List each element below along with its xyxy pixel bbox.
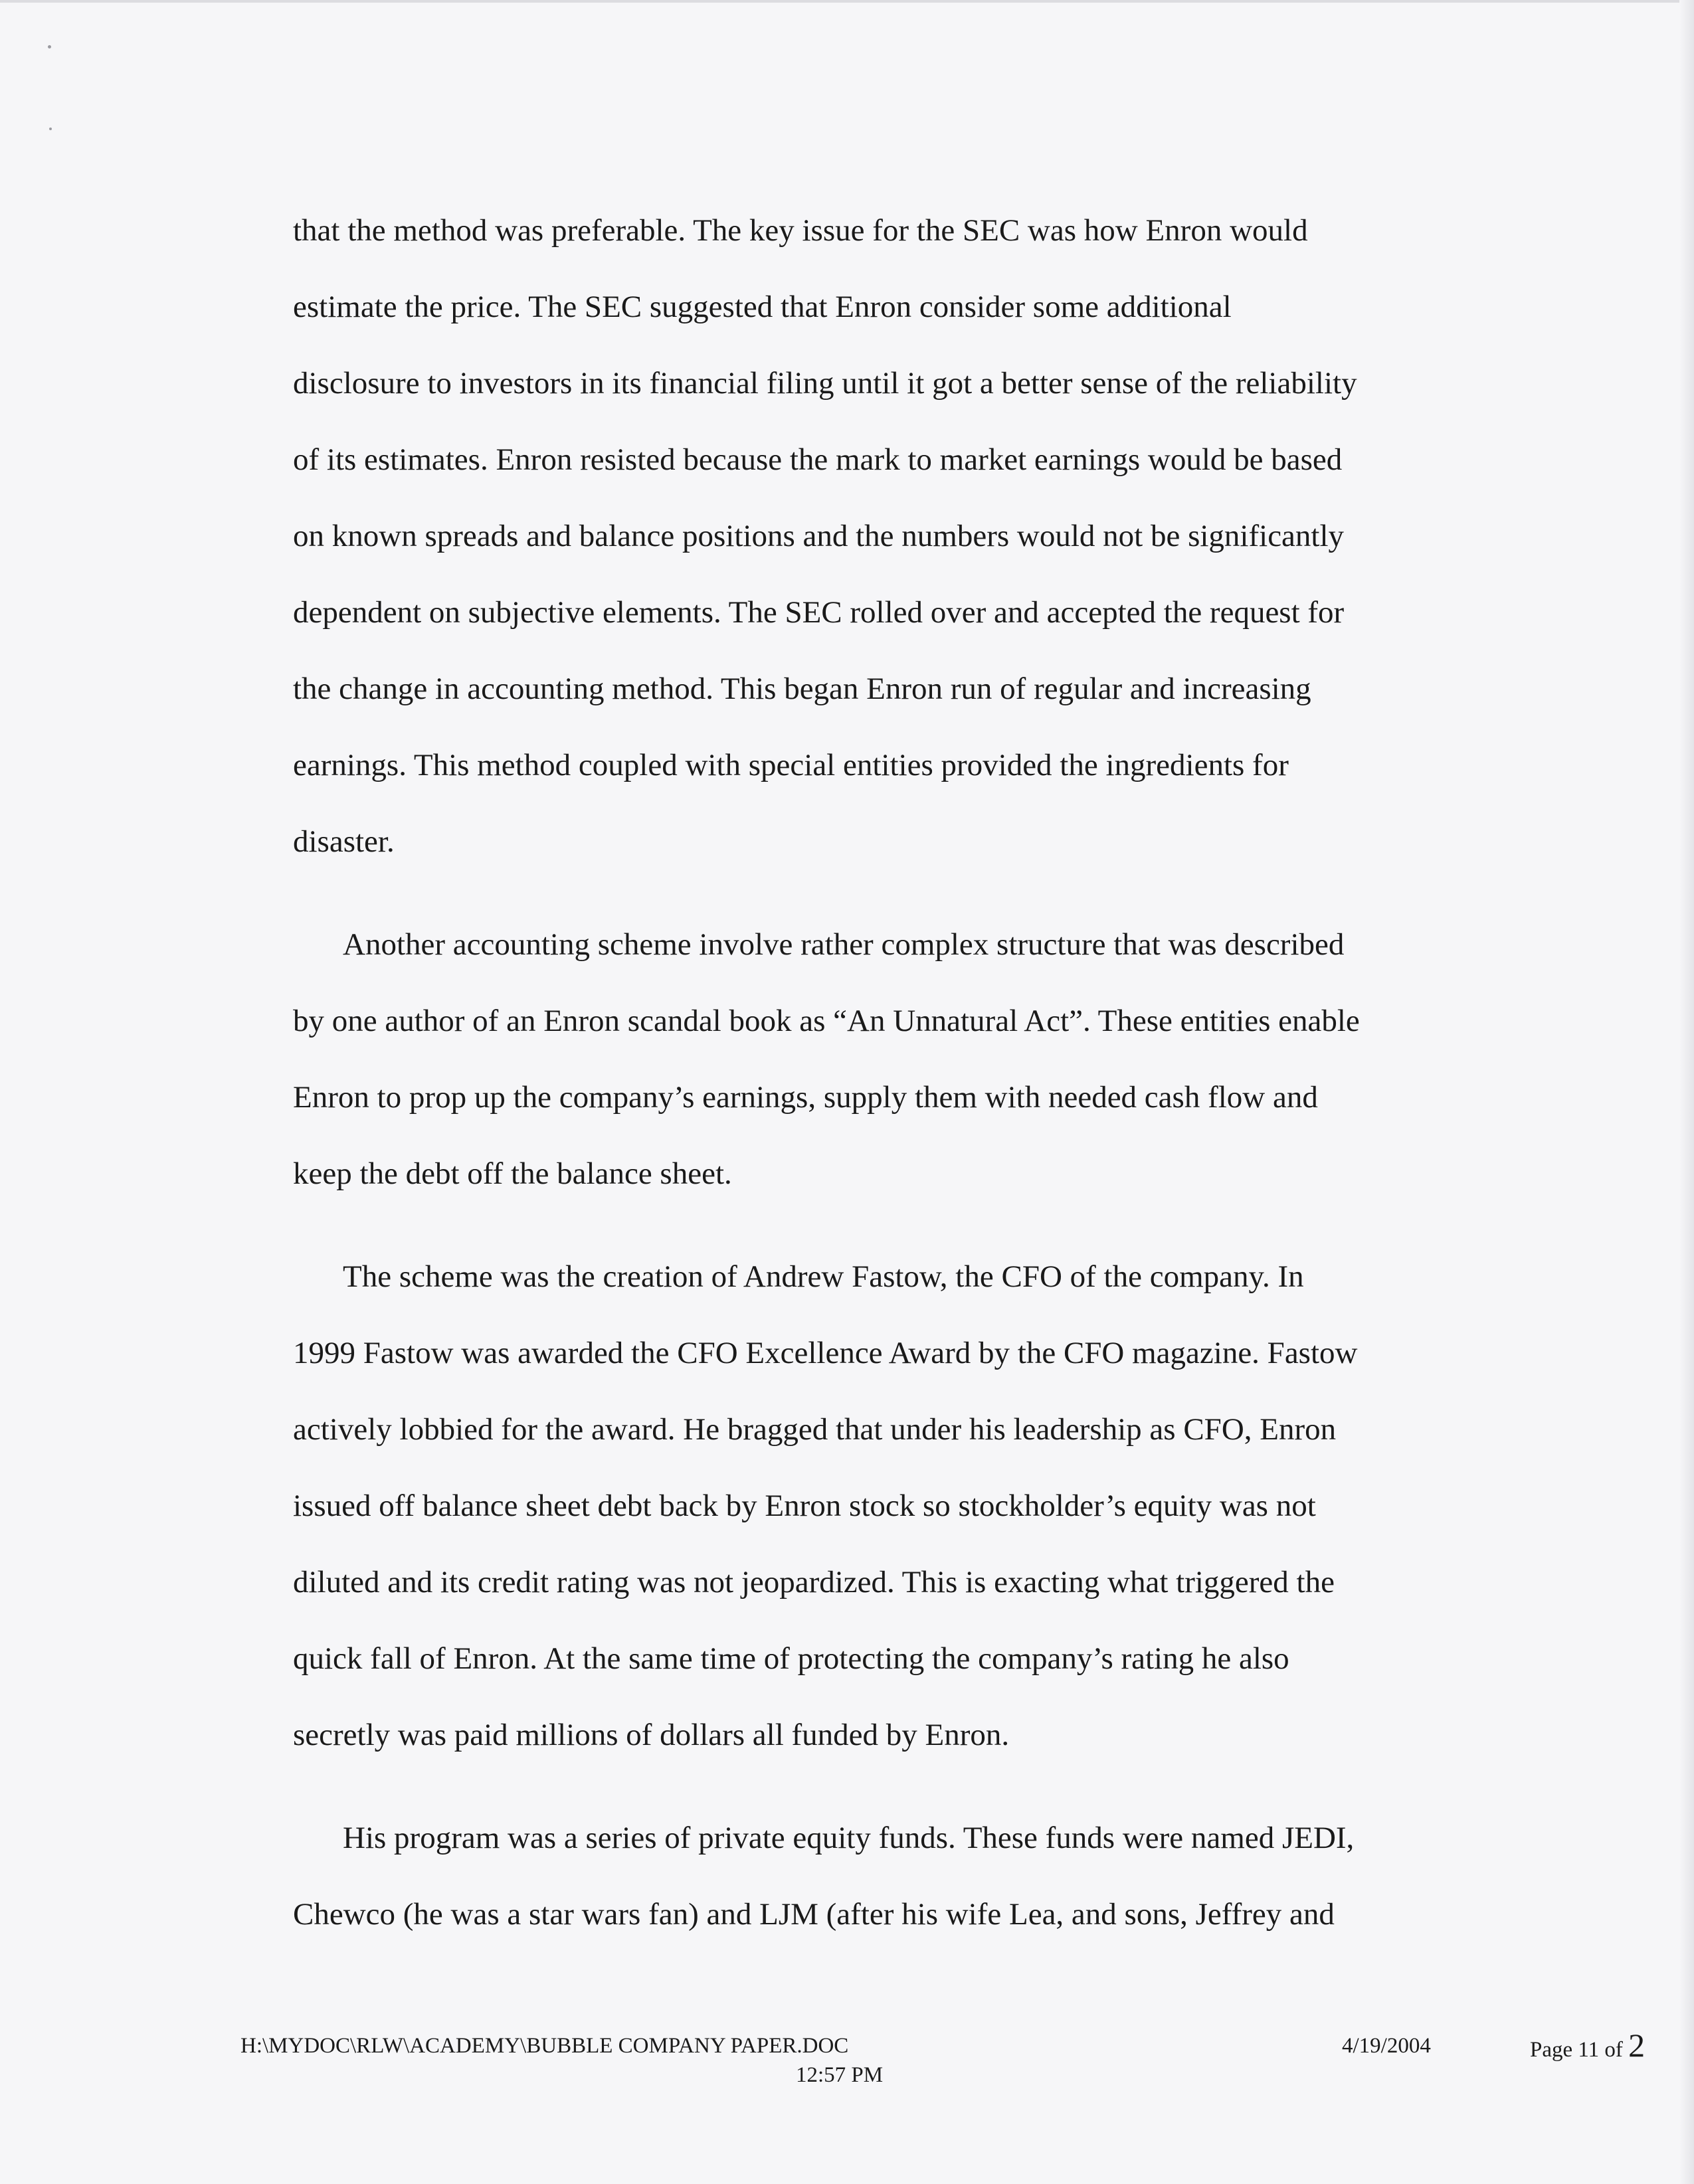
text-line: diluted and its credit rating was not jeopardized. This is exacting what triggered the xyxy=(293,1565,1335,1599)
text-line: Chewco (he was a star wars fan) and LJM (after his wife Lea, and sons, Jeffrey and xyxy=(293,1897,1335,1932)
text-line: estimate the price. The SEC suggested that Enron consider some additional xyxy=(293,290,1232,324)
paragraph-4 xyxy=(293,1800,1436,1953)
footer-page-number xyxy=(1530,2026,1645,2064)
text-line: The scheme was the creation of Andrew Fastow, the CFO of the company. In xyxy=(343,1259,1304,1294)
footer-page-label: Page 11 of xyxy=(1530,2038,1629,2062)
text-line: keep the debt off the balance sheet. xyxy=(293,1156,732,1191)
footer-file-path: H:\MYDOC\RLW\ACADEMY\BUBBLE COMPANY PAPER.DOC xyxy=(240,2034,849,2058)
body-text xyxy=(293,193,1436,1953)
text-line: the change in accounting method. This began Enron run of regular and increasing xyxy=(293,672,1311,706)
text-line: disclosure to investors in its financial filing until it got a better sense of the reliability xyxy=(293,366,1357,401)
footer-time: 12:57 PM xyxy=(796,2063,884,2087)
text-line: on known spreads and balance positions and the numbers would not be significantly xyxy=(293,519,1345,553)
scan-speck xyxy=(49,128,52,130)
text-line: disaster. xyxy=(293,824,395,859)
text-line: issued off balance sheet debt back by Enron stock so stockholder’s equity was not xyxy=(293,1489,1316,1523)
text-line: of its estimates. Enron resisted because the mark to market earnings would be based xyxy=(293,442,1343,477)
text-line: Enron to prop up the company’s earnings, supply them with needed cash flow and xyxy=(293,1080,1318,1115)
text-line: by one author of an Enron scandal book as “An Unnatural Act”. These entities enable xyxy=(293,1004,1360,1038)
page-right-edge xyxy=(1679,0,1694,2184)
text-line: that the method was preferable. The key issue for the SEC was how Enron would xyxy=(293,213,1308,248)
footer-date: 4/19/2004 xyxy=(1342,2034,1431,2058)
text-line: dependent on subjective elements. The SEC rolled over and accepted the request for xyxy=(293,595,1345,630)
page-top-edge xyxy=(0,0,1694,3)
footer-page-total: 2 xyxy=(1628,2027,1646,2064)
text-line: quick fall of Enron. At the same time of protecting the company’s rating he also xyxy=(293,1641,1289,1676)
paragraph-2 xyxy=(293,907,1436,1212)
text-line: 1999 Fastow was awarded the CFO Excellence Award by the CFO magazine. Fastow xyxy=(293,1336,1358,1370)
scan-speck xyxy=(48,45,51,48)
text-line: His program was a series of private equity funds. These funds were named JEDI, xyxy=(343,1821,1355,1855)
paragraph-1 xyxy=(293,193,1436,880)
text-line: Another accounting scheme involve rather complex structure that was described xyxy=(343,927,1345,962)
text-line: actively lobbied for the award. He bragged that under his leadership as CFO, Enron xyxy=(293,1412,1337,1447)
text-line: secretly was paid millions of dollars all funded by Enron. xyxy=(293,1718,1010,1752)
text-line: earnings. This method coupled with special entities provided the ingredients for xyxy=(293,748,1289,782)
paragraph-3 xyxy=(293,1239,1436,1774)
